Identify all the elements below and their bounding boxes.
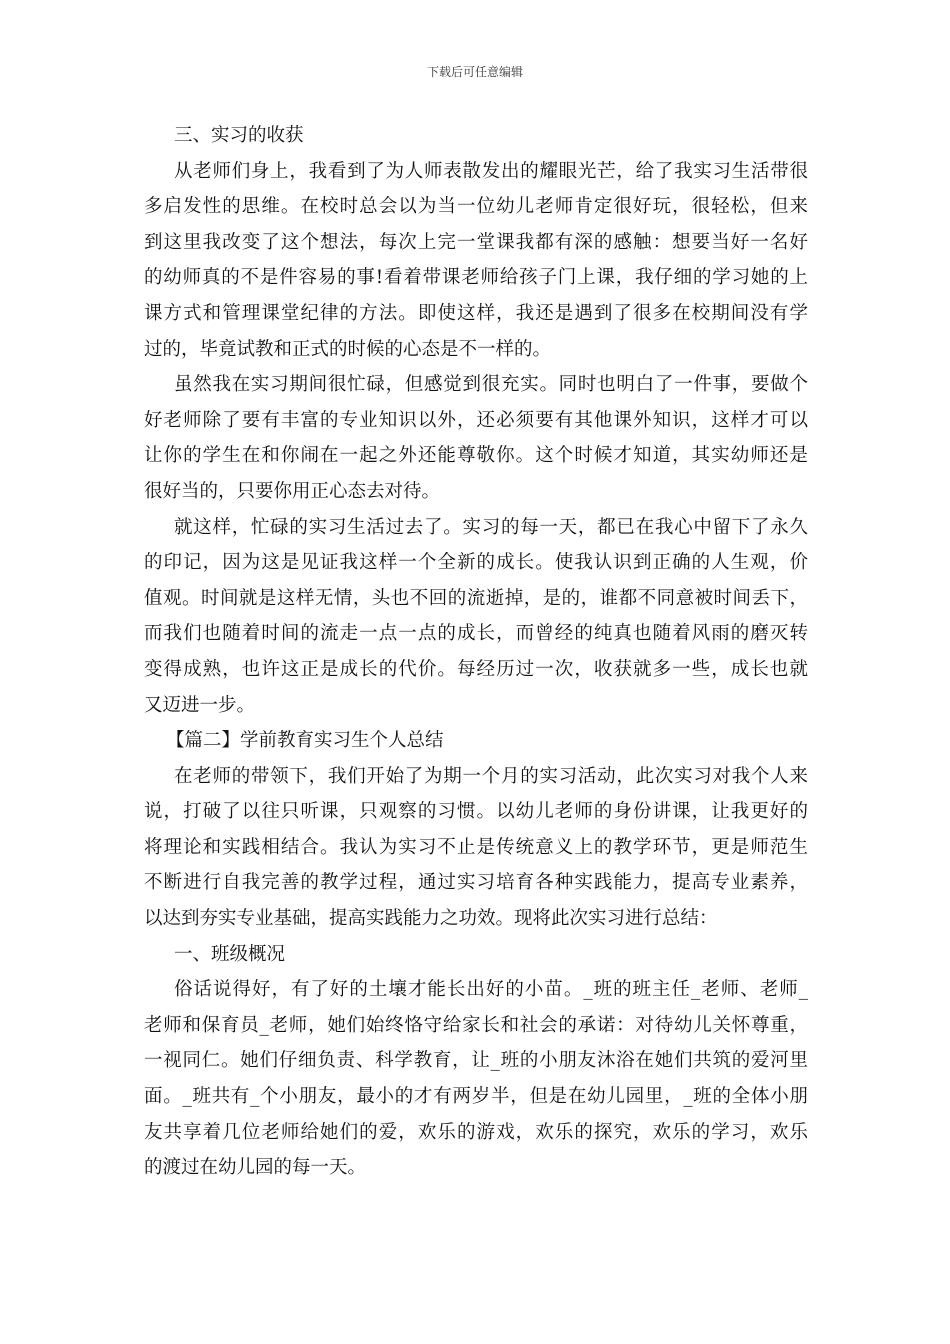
section-heading-part-two	[144, 723, 808, 759]
text-line: 又迈进一步。	[144, 694, 256, 716]
section-heading-harvest	[144, 118, 808, 154]
text-line: 一视同仁。她们仔细负责、科学教育，让_班的小朋友沐浴在她们共筑的爱河里	[144, 1050, 808, 1072]
text-line: 的印记，因为这是见证我这样一个全新的成长。使我认识到正确的人生观，价	[144, 552, 808, 574]
text-line: 多启发性的思维。在校时总会以为当一位幼儿老师肯定很好玩，很轻松，但来	[144, 196, 808, 218]
text-line: 友共享着几位老师给她们的爱，欢乐的游戏，欢乐的探究，欢乐的学习，欢乐	[144, 1121, 808, 1143]
text-line: 的渡过在幼儿园的每一天。	[144, 1157, 367, 1179]
document-body	[144, 118, 808, 1186]
text-line: 的幼师真的不是件容易的事!看着带课老师给孩子门上课，我仔细的学习她的上	[144, 267, 808, 289]
text-line: 说，打破了以往只听课，只观察的习惯。以幼儿老师的身份讲课，让我更好的	[144, 801, 808, 823]
text-line: 老师和保育员_老师，她们始终恪守给家长和社会的承诺：对待幼儿关怀尊重，	[144, 1014, 808, 1036]
text-line: 三、实习的收获	[174, 125, 304, 146]
text-line: 好老师除了要有丰富的专业知识以外，还必须要有其他课外知识，这样才可以	[144, 409, 808, 431]
paragraph	[144, 510, 808, 724]
text-line: 而我们也随着时间的流走一点一点的成长，而曾经的纯真也随着风雨的磨灭转	[144, 623, 808, 645]
text-line: 不断进行自我完善的教学过程，通过实习培育各种实践能力，提高专业素养，	[144, 872, 808, 894]
text-line: 值观。时间就是这样无情，头也不回的流逝掉，是的，谁都不同意被时间丢下，	[144, 587, 808, 609]
text-line: 一、班级概况	[174, 943, 286, 965]
text-line: 很好当的，只要你用正心态去对待。	[144, 480, 441, 502]
text-line: 【篇二】学前教育实习生个人总结	[166, 730, 444, 752]
paragraph	[144, 154, 808, 368]
text-line: 变得成熟，也许这正是成长的代价。每经历过一次，收获就多一些，成长也就	[144, 658, 808, 680]
paragraph	[144, 972, 808, 1186]
text-line: 课方式和管理课堂纪律的方法。即使这样，我还是遇到了很多在校期间没有学	[144, 302, 808, 324]
section-heading-class-overview	[144, 937, 808, 973]
text-line: 以达到夯实专业基础，提高实践能力之功效。现将此次实习进行总结：	[144, 908, 718, 930]
paragraph	[144, 367, 808, 509]
text-line: 过的，毕竟试教和正式的时候的心态是不一样的。	[144, 338, 552, 360]
text-line: 将理论和实践相结合。我认为实习不止是传统意义上的教学环节，更是师范生	[144, 836, 808, 858]
text-line: 俗话说得好，有了好的土壤才能长出好的小苗。_班的班主任_老师、老师_	[174, 979, 808, 1001]
text-line: 面。_班共有_个小朋友，最小的才有两岁半，但是在幼儿园里，_班的全体小朋	[144, 1086, 808, 1108]
text-line: 就这样，忙碌的实习生活过去了。实习的每一天，都已在我心中留下了永久	[174, 516, 808, 538]
paragraph	[144, 759, 808, 937]
text-line: 从老师们身上，我看到了为人师表散发出的耀眼光芒，给了我实习生活带很	[174, 160, 808, 182]
page-header: 下载后可任意编辑	[426, 65, 523, 79]
text-line: 让你的学生在和你闹在一起之外还能尊敬你。这个时候才知道，其实幼师还是	[144, 445, 808, 467]
text-line: 在老师的带领下，我们开始了为期一个月的实习活动，此次实习对我个人来	[174, 765, 808, 787]
text-line: 到这里我改变了这个想法，每次上完一堂课我都有深的感触：想要当好一名好	[144, 231, 808, 253]
text-line: 虽然我在实习期间很忙碌，但感觉到很充实。同时也明白了一件事，要做个	[174, 374, 808, 396]
